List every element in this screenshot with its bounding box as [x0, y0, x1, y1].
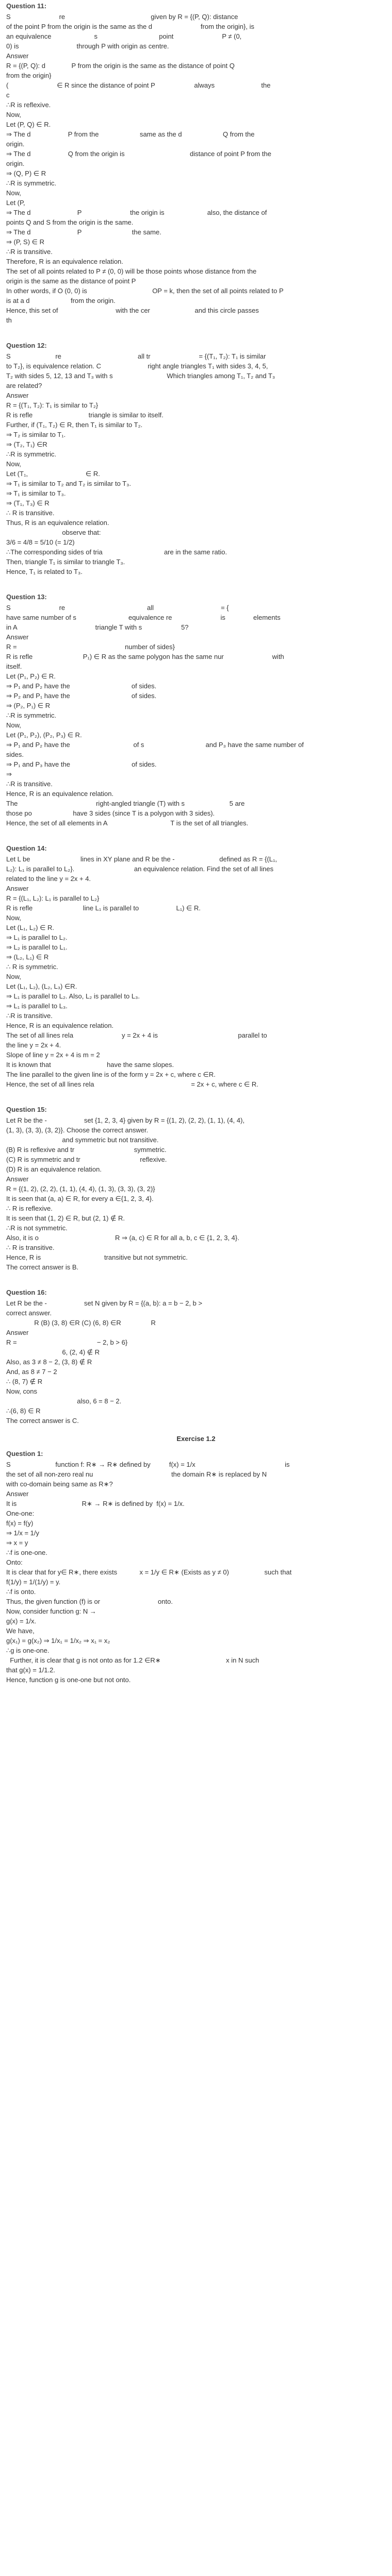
text-line: R (B) (3, 8) ∈R (C) (6, 8) ∈R R: [6, 1319, 156, 1327]
text-line: Also, as 3 ≠ 8 − 2, (3, 8) ∉ R: [6, 1358, 92, 1366]
text-line: ⇒: [6, 770, 12, 778]
text-line: Let (L₁, L₂) ∈ R.: [6, 924, 55, 931]
text-line: The line parallel to the given line is of the form y = 2x + c, where c ∈R.: [6, 1071, 216, 1078]
text-line: The right-angled triangle (T) with s 5 are: [6, 800, 245, 807]
text-line: Thus, R is an equivalence relation.: [6, 519, 109, 527]
text-line: Let (L₁, L₂), (L₂, L₃) ∈R.: [6, 982, 77, 990]
text-line: ∴R is transitive.: [6, 248, 53, 256]
text-line: ∴R is symmetric.: [6, 179, 57, 187]
text-line: L₂): L₁ is parallel to L₂}. an equivalence relation. Find the set of all lines: [6, 865, 274, 873]
text-line: Now, cons: [6, 1387, 37, 1395]
text-line: Further, if (T₁, T₂) ∈ R, then T₁ is similar to T₂.: [6, 421, 143, 429]
text-line: of the point P from the origin is the same as the d from the origin}, is: [6, 23, 254, 30]
question-body: [6, 12, 386, 325]
text-line: Onto:: [6, 1558, 23, 1566]
text-line: the line y = 2x + 4.: [6, 1041, 61, 1049]
text-line: It is R∗ → R∗ is defined by f(x) = 1/x.: [6, 1500, 185, 1507]
text-line: (D) R is an equivalence relation.: [6, 1165, 102, 1173]
text-line: to T₂}, is equivalence relation. C right angle triangles T₁ with sides 3, 4, 5,: [6, 362, 268, 370]
text-line: It is clear that for y∈ R∗, there exists x = 1/y ∈ R∗ (Exists as y ≠ 0) such that: [6, 1568, 292, 1576]
text-line: ∴R is not symmetric.: [6, 1224, 68, 1232]
question-title: Question 12:: [6, 342, 47, 349]
text-line: ⇒ The d P the same.: [6, 228, 161, 236]
text-line: those po have 3 sides (since T is a polygon with 3 sides).: [6, 809, 215, 817]
text-line: Now,: [6, 721, 21, 729]
text-line: R is refle line L₁ is parallel to L₁) ∈ R.: [6, 904, 201, 912]
text-line: the set of all non-zero real nu the domain R∗ is replaced by N: [6, 1470, 267, 1478]
text-line: ⇒ P₁ and P₂ have the of sides.: [6, 682, 157, 690]
text-line: sides.: [6, 751, 24, 758]
text-line: ( ∈ R since the distance of point P always the: [6, 81, 271, 89]
text-line: Now,: [6, 189, 21, 197]
text-line: The set of all lines rela y = 2x + 4 is parallel to: [6, 1031, 267, 1039]
question-title: Question 15:: [6, 1106, 47, 1113]
text-line: Now,: [6, 914, 21, 922]
text-line: ⇒ (L₂, L₁) ∈ R: [6, 953, 49, 961]
text-line: ⇒ The d Q from the origin is distance of point P from the: [6, 150, 271, 158]
question-body: [6, 1115, 386, 1272]
text-line: ∴ R is transitive.: [6, 1244, 55, 1251]
text-line: S function f: R∗ → R∗ defined by f(x) = 1/x is: [6, 1461, 290, 1468]
text-line: 3/6 = 4/8 = 5/10 (= 1/2): [6, 538, 75, 546]
text-line: R is refle P₁) ∈ R as the same polygon has the same nur with: [6, 653, 284, 660]
text-line: Now,: [6, 460, 21, 468]
text-line: Answer: [6, 1490, 29, 1498]
question-11: [6, 2, 386, 325]
text-line: Also, it is o R ⇒ (a, c) ∈ R for all a, b, c ∈ {1, 2, 3, 4}.: [6, 1234, 239, 1242]
text-line: ∴ (8, 7) ∉ R: [6, 1378, 43, 1385]
text-line: Further, it is clear that g is not onto as for 1.2 ∈R∗ x in N such: [6, 1656, 259, 1664]
text-line: ⇒ T₂ is similar to T₁.: [6, 431, 66, 438]
text-line: with co-domain being same as R∗?: [6, 1480, 113, 1488]
question-title: Question 1:: [6, 1450, 43, 1458]
text-line: correct answer.: [6, 1309, 52, 1317]
text-line: observe that:: [6, 529, 101, 536]
text-line: ⇒ (T₁, T₃) ∈ R: [6, 499, 50, 507]
text-line: from the origin}: [6, 72, 52, 79]
text-line: ∴f is onto.: [6, 1588, 36, 1596]
text-line: Answer: [6, 1175, 29, 1183]
text-line: ∴g is one-one.: [6, 1647, 50, 1654]
text-line: ⇒ (T₂, T₁) ∈R: [6, 440, 47, 448]
text-line: Hence, function g is one-one but not onto.: [6, 1676, 131, 1684]
text-line: f(1/y) = 1/(1/y) = y.: [6, 1578, 61, 1586]
text-line: Answer: [6, 633, 29, 641]
text-line: R = number of sides}: [6, 643, 175, 651]
text-line: Now,: [6, 973, 21, 980]
text-line: origin.: [6, 160, 25, 167]
text-line: It is seen that (1, 2) ∈ R, but (2, 1) ∉ R.: [6, 1214, 125, 1222]
text-line: ∴ R is reflexive.: [6, 1205, 53, 1212]
text-line: ∴f is one-one.: [6, 1549, 47, 1556]
text-line: Let R be the - set {1, 2, 3, 4} given by R = {(1, 2), (2, 2), (1, 1), (4, 4),: [6, 1116, 245, 1124]
text-line: and symmetric but not transitive.: [6, 1136, 159, 1144]
text-line: ⇒ x = y: [6, 1539, 28, 1547]
text-line: R = {(1, 2), (2, 2), (1, 1), (4, 4), (1, 3), (3, 3), (3, 2)}: [6, 1185, 155, 1193]
question-body: [6, 1298, 386, 1426]
text-line: ⇒ The d P the origin is also, the distance of: [6, 209, 267, 216]
text-line: Let (P,: [6, 199, 25, 207]
text-line: an equivalence s point P ≠ (0,: [6, 32, 242, 40]
text-line: ⇒ (P, S) ∈ R: [6, 238, 44, 246]
text-line: S re given by R = {(P, Q): distance: [6, 13, 238, 21]
text-line: Let (P₁, P₂), (P₂, P₃) ∈ R.: [6, 731, 82, 739]
text-line: ∴R is symmetric.: [6, 711, 57, 719]
text-line: ∴ R is transitive.: [6, 509, 55, 517]
text-line: R = {(L₁, L₂): L₁ is parallel to L₂}: [6, 894, 100, 902]
question-body: [6, 603, 386, 828]
text-line: R = − 2, b > 6}: [6, 1338, 128, 1346]
question-title: Question 16:: [6, 1289, 47, 1296]
text-line: ⇒ T₁ is similar to T₃.: [6, 489, 66, 497]
question-12: [6, 342, 386, 577]
text-line: Now, consider function g: N →: [6, 1607, 96, 1615]
exercise-title: Exercise 1.2: [176, 1435, 216, 1443]
text-line: is at a d from the origin.: [6, 297, 116, 304]
text-line: ∴R is symmetric.: [6, 450, 57, 458]
text-line: g(x) = 1/x.: [6, 1617, 37, 1625]
text-line: Slope of line y = 2x + 4 is m = 2: [6, 1051, 100, 1059]
text-line: Hence, R is transitive but not symmetric.: [6, 1253, 188, 1261]
text-line: f(x) = f(y): [6, 1519, 34, 1527]
text-line: The set of all points related to P ≠ (0, 0) will be those points whose distance from the: [6, 267, 257, 275]
text-line: (B) R is reflexive and tr symmetric.: [6, 1146, 167, 1154]
text-line: 0) is through P with origin as centre.: [6, 42, 169, 50]
text-line: It is known that have the same slopes.: [6, 1061, 174, 1069]
question-body: [6, 854, 386, 1089]
text-line: Let L be lines in XY plane and R be the - defined as R = {(L₁,: [6, 855, 277, 863]
text-line: Answer: [6, 1329, 29, 1336]
text-line: R = {(P, Q): d P from the origin is the same as the distance of point Q: [6, 62, 235, 70]
text-line: And, as 8 ≠ 7 − 2: [6, 1368, 57, 1376]
text-line: Answer: [6, 392, 29, 399]
text-line: In other words, if O (0, 0) is OP = k, then the set of all points related to P: [6, 287, 284, 295]
question-title: Question 13:: [6, 593, 47, 601]
question-body: [6, 351, 386, 577]
text-line: Hence, the set of all elements in A T is the set of all triangles.: [6, 819, 249, 827]
text-line: ∴R is reflexive.: [6, 101, 51, 109]
text-line: ⇒ The d P from the same as the d Q from the: [6, 130, 255, 138]
text-line: ⇒ P₂ and P₁ have the of sides.: [6, 692, 157, 700]
text-line: ∴ R is symmetric.: [6, 963, 58, 971]
text-line: c: [6, 91, 10, 99]
text-line: R = {(T₁, T₂): T₁ is similar to T₂}: [6, 401, 99, 409]
text-line: Let R be the - set N given by R = {(a, b): a = b − 2, b >: [6, 1299, 203, 1307]
text-line: in A triangle T with s 5?: [6, 623, 189, 631]
text-line: have same number of s equivalence re is elements: [6, 614, 281, 621]
text-line: Hence, R is an equivalence relation.: [6, 790, 114, 798]
text-line: Now,: [6, 111, 21, 118]
text-line: ∴R is transitive.: [6, 1012, 53, 1020]
question-title: Question 14:: [6, 844, 47, 852]
text-line: T₂ with sides 5, 12, 13 and T₃ with s Which triangles among T₁, T₂ and T₃: [6, 372, 275, 380]
text-line: Then, triangle T₁ is similar to triangle T₃.: [6, 558, 125, 566]
text-line: ⇒ P₁ and P₂ have the of s and P₃ have the same number of: [6, 741, 304, 749]
text-line: It is seen that (a, a) ∈ R, for every a ∈{1, 2, 3, 4}.: [6, 1195, 154, 1202]
question-title: Question 11:: [6, 2, 47, 10]
text-line: itself.: [6, 663, 22, 670]
text-line: points Q and S from the origin is the same.: [6, 218, 134, 226]
text-line: ⇒ L₁ is parallel to L₂.: [6, 934, 68, 941]
question-16: [6, 1289, 386, 1426]
text-line: The correct answer is B.: [6, 1263, 79, 1271]
text-line: ⇒ L₂ is parallel to L₁.: [6, 943, 68, 951]
text-line: One-one:: [6, 1510, 35, 1517]
text-line: S re all tr = {(T₁, T₂): T₁ is similar: [6, 352, 266, 360]
exercise-question-1: [6, 1450, 386, 1685]
text-line: We have,: [6, 1627, 35, 1635]
text-line: ∴(6, 8) ∈ R: [6, 1407, 41, 1415]
text-line: ⇒ L₁ is parallel to L₃.: [6, 1002, 68, 1010]
question-14: [6, 844, 386, 1089]
text-line: R is refle triangle is similar to itself.: [6, 411, 164, 419]
text-line: related to the line y = 2x + 4.: [6, 875, 91, 883]
question-body: [6, 1460, 386, 1685]
text-line: Let (T₁, ∈ R.: [6, 470, 100, 478]
question-15: [6, 1106, 386, 1272]
text-line: are related?: [6, 382, 42, 389]
text-line: Hence, this set of with the cer and this circle passes: [6, 307, 259, 314]
text-line: Hence, T₁ is related to T₃.: [6, 568, 83, 575]
text-line: Let (P₁, P₂) ∈ R.: [6, 672, 56, 680]
text-line: ⇒ (Q, P) ∈ R: [6, 170, 46, 177]
text-line: Therefore, R is an equivalence relation.: [6, 258, 123, 265]
text-line: th: [6, 316, 12, 324]
text-line: Answer: [6, 52, 29, 60]
text-line: Answer: [6, 885, 29, 892]
text-line: origin.: [6, 140, 25, 148]
text-line: g(x₁) = g(x₂) ⇒ 1/x₁ = 1/x₂ ⇒ x₁ = x₂: [6, 1637, 110, 1645]
text-line: Hence, the set of all lines rela = 2x + c, where c ∈ R.: [6, 1080, 258, 1088]
text-line: Thus, the given function (f) is or onto.: [6, 1598, 173, 1605]
text-line: ⇒ 1/x = 1/y: [6, 1529, 40, 1537]
text-line: ⇒ L₁ is parallel to L₂. Also, L₂ is parallel to L₃.: [6, 992, 140, 1000]
text-line: ∴R is transitive.: [6, 780, 53, 788]
text-line: ∴The corresponding sides of tria are in the same ratio.: [6, 548, 227, 556]
text-line: also, 6 = 8 − 2.: [6, 1397, 122, 1405]
text-line: The correct answer is C.: [6, 1417, 79, 1425]
text-line: Hence, R is an equivalence relation.: [6, 1022, 114, 1029]
text-line: 6, (2, 4) ∉ R: [6, 1348, 100, 1356]
text-line: Let (P, Q) ∈ R.: [6, 121, 51, 128]
question-13: [6, 593, 386, 828]
text-line: origin is the same as the distance of point P: [6, 277, 136, 285]
text-line: ⇒ P₁ and P₃ have the of sides.: [6, 760, 157, 768]
text-line: (1, 3), (3, 3), (3, 2)}. Choose the correct answer.: [6, 1126, 149, 1134]
text-line: ⇒ (P₂, P₁) ∈ R: [6, 702, 51, 709]
text-line: S re all = {: [6, 604, 229, 612]
text-line: that g(x) = 1/1.2.: [6, 1666, 56, 1674]
text-line: ⇒ T₁ is similar to T₂ and T₂ is similar to T₃.: [6, 480, 132, 487]
text-line: (C) R is symmetric and tr reflexive.: [6, 1156, 167, 1163]
